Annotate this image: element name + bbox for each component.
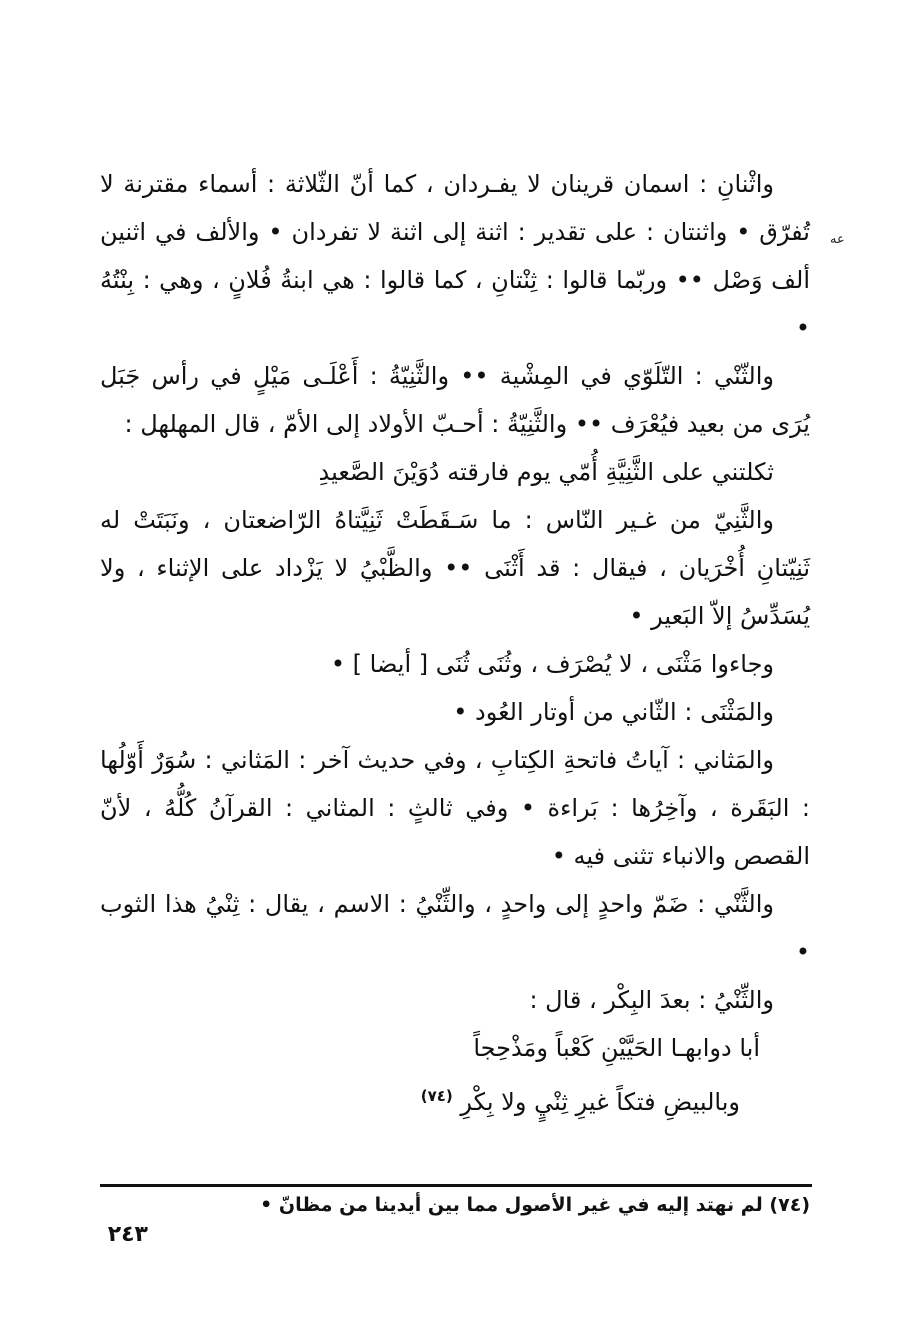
footnote: (٧٤) لم نهتد إليه في غير الأصول مما بين أيدينا من مظانّ •	[260, 1194, 810, 1216]
page-number: ٢٤٣	[107, 1222, 148, 1247]
margin-annotation: عه	[830, 232, 845, 247]
line-mathna-oud: والمَثْنَى : الثّاني من أوتار العُود •	[453, 698, 774, 726]
paragraph-thany-taluwwi: والثّنْي : التّلَوّي في المِشْية •• والثَّنِيّةُ : أَعْلَـى مَيْلٍ في رأس جَبَل يُرَى من بعيد فيُعْرَف •• والثَّنِيّةُ : أحـبّ الأولاد إلى الأمّ ، قال المهلهل :	[100, 362, 810, 438]
paragraph-ithnan: واثْنانِ : اسمان قرينان لا يفـردان ، كما أنّ الثّلاثة : أسماء مقترنة لا تُفرّق • واثنتان : على تقدير : اثنة إلى اثنة لا تفردان • والألف في اثنين ألف وَصْل •• وربّما قالوا : ثِنْتانِ ، كما قالوا : هي ابنةُ فُلانٍ ، وهي : بِنْتُهُ •	[100, 170, 810, 342]
line-thiny-bakr: والثِّنْيُ : بعدَ البِكْر ، قال :	[529, 986, 774, 1014]
verse-line-1: أبا دوابهـا الحَيَّيْنِ كَعْباً ومَذْحِجاً	[473, 1034, 760, 1062]
verse-line-2-text: وبالبيضِ فتكاً غيرِ ثِنْيٍ ولا بِكْرِ	[460, 1088, 740, 1116]
footnote-divider	[100, 1184, 812, 1187]
footnote-reference: (٧٤)	[420, 1087, 453, 1105]
paragraph-thaniyy: والثَّنِيّ من غـير النّاس : ما سَـقَطَتْ ثَنِيَّتاهُ الرّاضعتان ، ونَبَتَتْ له ثَنِيّتانِ أُخْرَيان ، فيقال : قد أَثْنَى •• والظَّبْيُ لا يَزْداد على الإثناء ، ولا يُسَدِّسُ إلاّ البَعير •	[100, 506, 810, 630]
main-text	[100, 160, 810, 1126]
paragraph-mathani: والمَثاني : آياتُ فاتحةِ الكِتابِ ، وفي حديث آخر : المَثاني : سُوَرٌ أَوّلُها : البَقَرة ، وآخِرُها : بَراءة • وفي ثالثٍ : المثاني : القرآنُ كُلُّهُ ، لأنّ القصص والانباء تثنى فيه •	[100, 746, 810, 870]
line-mathna: وجاءوا مَثْنَى ، لا يُصْرَف ، وثُنَى ثُنَى [ أيضا ] •	[330, 650, 774, 678]
verse-line-2	[100, 1072, 810, 1126]
paragraph-thany-dam: والثَّنْي : ضَمّ واحدٍ إلى واحدٍ ، والثِّنْيُ : الاسم ، يقال : ثِنْيُ هذا الثوب •	[100, 890, 810, 966]
verse-muhalhil: ثكلتني على الثَّنِيَّةِ أُمّي يوم فارقته دُوَيْنَ الصَّعيدِ	[318, 458, 774, 486]
